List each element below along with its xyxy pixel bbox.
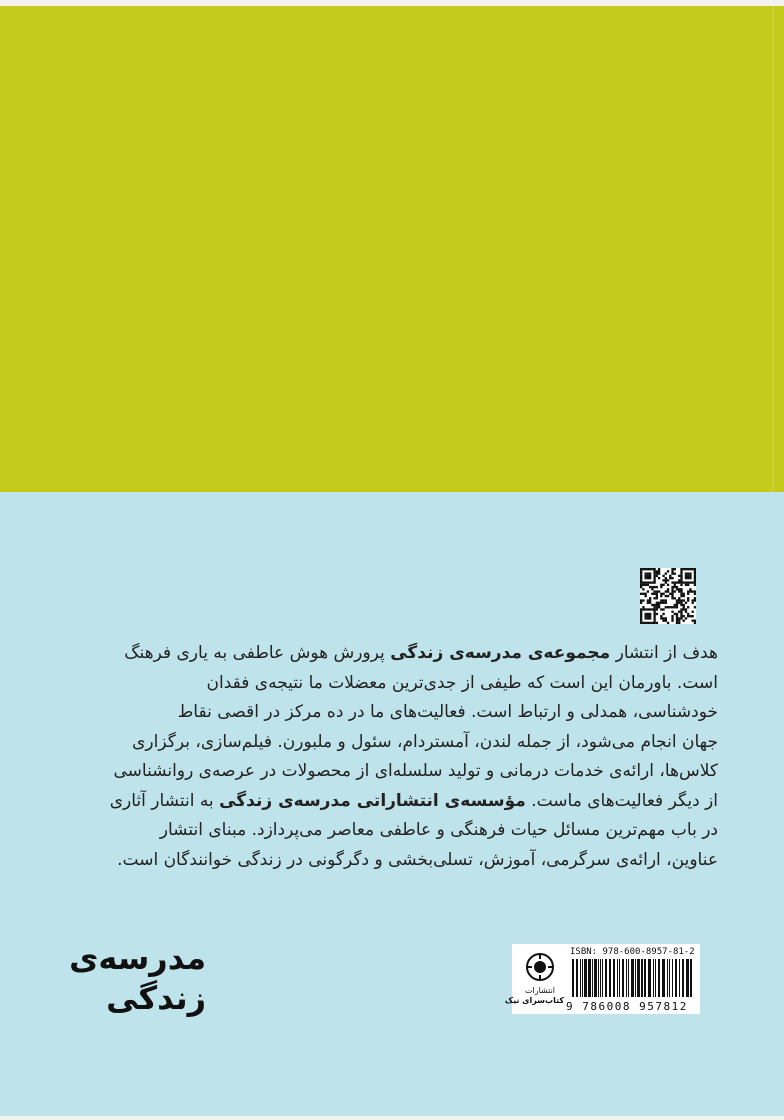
- top-color-panel: [0, 6, 784, 492]
- school-of-life-logo: [69, 938, 206, 1018]
- blurb-line: کلاس‌ها، ارائه‌ی خدمات درمانی و تولید سلسله‌ای از محصولات در عرصه‌ی روانشناسی: [113, 761, 718, 781]
- publisher-logo: [504, 952, 564, 1006]
- blurb-line: از دیگر فعالیت‌های ماست. مؤسسه‌ی انتشاراتی مدرسه‌ی زندگی به انتشار آثاری: [109, 790, 718, 811]
- barcode-bars: [570, 959, 696, 999]
- isbn-number: ISBN: 978-600-8957-81-2: [570, 947, 695, 957]
- book-back-cover: [0, 6, 784, 1116]
- blurb-line: جهان انجام می‌شود، از جمله لندن، آمستردام، سئول و ملبورن. فیلم‌سازی، برگزاری: [132, 731, 718, 752]
- blurb-line: است. باورمان این است که طیفی از جدی‌ترین معضلات ما نتیجه‌ی فقدان: [206, 672, 718, 693]
- fold-crease: [772, 6, 774, 492]
- back-cover-blurb: [66, 639, 718, 875]
- qr-code: [640, 568, 696, 624]
- publisher-emblem-icon: [525, 952, 555, 982]
- publisher-name: کتاب‌سرای نیک: [504, 996, 564, 1005]
- blurb-line: هدف از انتشار مجموعه‌ی مدرسه‌ی زندگی پرورش هوش عاطفی به یاری فرهنگ: [124, 643, 718, 663]
- isbn-barcode-label: [504, 944, 700, 1014]
- blurb-line: خودشناسی، همدلی و ارتباط است. فعالیت‌های ما در ده مرکز در اقصی نقاط: [177, 702, 718, 722]
- publisher-label: انتشارات: [524, 986, 556, 995]
- logo-line: مدرسه‌ی: [69, 939, 206, 977]
- blurb-line: عناوین، ارائه‌ی سرگرمی، آموزش، تسلی‌بخشی و دگرگونی در زندگی خوانندگان است.: [117, 849, 718, 870]
- bottom-color-panel: [0, 492, 784, 1116]
- blurb-line: در باب مهم‌ترین مسائل حیات فرهنگی و عاطفی معاصر می‌پردازد. مبنای انتشار: [159, 820, 718, 840]
- barcode-digits: 9 786008 957812: [566, 1000, 688, 1013]
- logo-line: زندگی: [106, 979, 206, 1017]
